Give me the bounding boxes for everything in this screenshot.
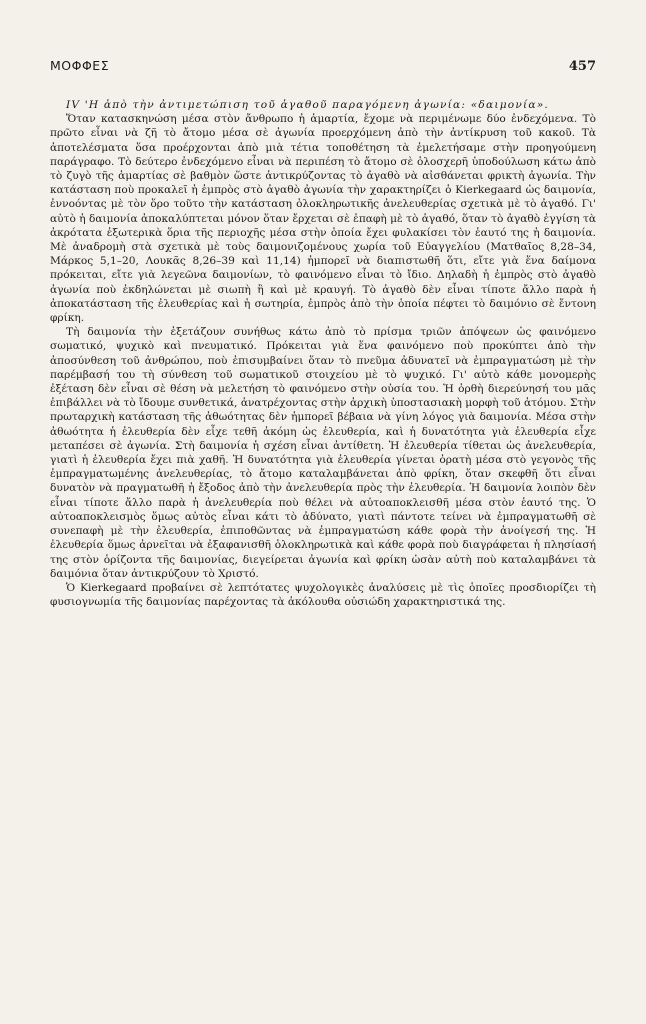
paragraph-3: Ὁ Kierkegaard προβαίνει σὲ λεπτότατες ψυχολογικὲς ἀναλύσεις μὲ τὶς ὁποῖες προσδιορίζει τὴ φυσιογνωμία τῆς δαιμονίας παρέχοντας τὰ ἀκόλουθα οὐσιώδη χαρακτηριστικά της. [50,581,596,609]
page-number: 457 [568,59,596,74]
running-title: ΜΟΦΦΕΣ [50,58,110,73]
section-heading: IV 'Η ἀπὸ τὴν ἀντιμετώπιση τοῦ ἀγαθοῦ παραγόμενη ἀγωνία: «δαιμονία». [66,99,549,111]
paragraph-2: Τὴ δαιμονία τὴν ἐξετάζουν συνήθως κάτω ἀπὸ τὸ πρίσμα τριῶν ἀπόψεων ὡς φαινόμενο σωματικό, ψυχικὸ καὶ πνευματικό. Πρόκειται γιὰ ἕνα φαινόμενο ποὺ προκύπτει ἀπὸ τὴν ἀποσύνθεση τοῦ ἀνθρώπου, ποὺ ἐπισυμβαίνει ὅταν τὸ πνεῦμα ἀδυνατεῖ νὰ ἐμπραγματώση μὲ τὴν παρέμβασή του τὴ σύνθεση τοῦ σωματικοῦ στοιχείου μὲ τὸ ψυχικό. Γι' αὐτὸ κάθε μονομερὴς ἐξέταση δὲν εἶναι σὲ θέση νὰ μελετήση τὸ φαινόμενο στὴν οὐσία του. Ἡ ὀρθὴ διερεύνησή του μᾶς ἐπιβάλλει νὰ τὸ ἴδουμε συνθετικά, ἀνατρέχοντας στὴν ἀρχικὴ ὑποστασιακὴ μορφὴ τοῦ ἀτόμου. Στὴν πρωταρχικὴ κατάσταση τῆς ἀθωότητας δὲν ἠμπορεῖ βέβαια νὰ γίνη λόγος γιὰ δαιμονία. Μέσα στὴν ἀθωότητα ἡ ἐλευθερία δὲν εἶχε τεθῆ ἀκόμη ὡς ἐλευθερία, καὶ ἡ δυνατότητα γιὰ ἐλευθερία εἶχε μεταπέσει σὲ ἀγωνία. Στὴ δαιμονία ἡ σχέση εἶναι ἀντίθετη. Ἡ ἐλευθερία τίθεται ὡς ἀνελευθερία, γιατὶ ἡ ἐλευθερία ἔχει πιὰ χαθῆ. Ἡ δυνατότητα γιὰ ἐλευθερία γίνεται ὁρατὴ μέσα στὸ γεγονὸς τῆς ἐμπραγματωμένης ἀνελευθερίας, τὸ ἄτομο καταλαμβάνεται ἀπὸ φρίκη, ὅταν σκεφθῆ ὅτι εἶναι δυνατὸν νὰ πραγματωθῆ ἡ ἔξοδος ἀπὸ τὴν ἀνελευθερία πρὸς τὴν ἐλευθερία. Ἡ δαιμονία λοιπὸν δὲν εἶναι τίποτε ἄλλο παρὰ ἡ ἀνελευθερία ποὺ θέλει νὰ αὐτοαποκλεισθῆ μέσα στὸν ἑαυτό της. Ὁ αὐτοαποκλεισμὸς ὅμως αὐτὸς εἶναι κάτι τὸ ἀδύνατο, γιατὶ πάντοτε τείνει νὰ ἐμπραγματωθῆ σὲ συνεπαφὴ μὲ τὴν ἐλευθερία, ἐπιποθῶντας νὰ ἐμπραγματώση κάθε φορὰ τὴν ἀνοίγεσή της. Ἡ ἐλευθερία ὅμως ἀρνεῖται νὰ ἐξαφανισθῆ ὁλοκληρωτικὰ καὶ κάθε φορὰ ποὺ διαγράφεται ἡ πλησίασή της στὸν ὁρίζοντα τῆς δαιμονίας, διεγείρεται ἀγωνία καὶ φρίκη ὡσὰν αὐτὴ ποὺ καταλαμβάνει τὰ δαιμόνια ὅταν ἀντικρύζουν τὸ Χριστό. [50,326,596,580]
running-header [50,58,596,74]
paragraph-1: Ὅταν κατασκηνώση μέσα στὸν ἄνθρωπο ἡ ἁμαρτία, ἔχομε νὰ περιμένωμε δύο ἐνδεχόμενα. Τὸ πρῶτο εἶναι νὰ ζῆ τὸ ἄτομο μέσα σὲ ἀγωνία προερχόμενη ἀπὸ τὴν ἀντίκρυση τοῦ κακοῦ. Τὰ ἀποτελέσματα ὅσα προέρχονται ἀπὸ μιὰ τέτια τοποθέτηση τὰ ἐμελετήσαμε στὴν προηγούμενη παράγραφο. Τὸ δεύτερο ἐνδεχόμενο εἶναι νὰ περιπέση τὸ ἄτομο σὲ ὁλοσχερῆ ὑποδούλωση κάτω ἀπὸ τὸ ζυγὸ τῆς ἁμαρτίας σὲ βαθμὸν ὥστε ἀντικρύζοντας τὸ ἀγαθὸ νὰ αἰσθάνεται φρικτὴ ἀγωνία. Τὴν κατάσταση ποὺ προκαλεῖ ἡ ἐμπρὸς στὸ ἀγαθὸ ἀγωνία τὴν χαρακτηρίζει ὁ Kierkegaard ὡς δαιμονία, ἐννοόντας μὲ τὸν ὅρο τοῦτο τὴν κατάσταση ὁλοκληρωτικῆς ἀνελευθερίας σχετικὰ μὲ τὸ ἀγαθό. Γι' αὐτὸ ἡ δαιμονία ἀποκαλύπτεται μόνον ὅταν ἔρχεται σὲ ἐπαφὴ μὲ τὸ ἀγαθό, ὅταν τὸ ἀγαθὸ ἐγγίση τὰ ἀκρότατα ἐξωτερικὰ ὅρια τῆς περιοχῆς μέσα στὴν ὁποία ἔχει φυλακίσει τὸν ἑαυτό της ἡ δαιμονία. Μὲ ἀναδρομὴ στὰ σχετικὰ μὲ τοὺς δαιμονιζομένους χωρία τοῦ Εὐαγγελίου (Ματθαῖος 8,28–34, Μάρκος 5,1–20, Λουκᾶς 8,26–39 καὶ 11,14) ἠμπορεῖ νὰ διαπιστωθῆ ὅτι, εἴτε γιὰ ἕνα δαίμονα πρόκειται, εἴτε γιὰ λεγεῶνα δαιμονίων, τὸ φαινόμενο εἶναι τὸ ἴδιο. Δηλαδὴ ἡ ἐμπρὸς στὸ ἀγαθὸ ἀγωνία ποὺ ἐκδηλώνεται μὲ σιωπὴ ἢ καὶ μὲ κραυγή. Τὸ ἀγαθὸ δὲν εἶναι τίποτε ἄλλο παρὰ ἡ ἀποκατάσταση τῆς ἐλευθερίας καὶ ἡ σωτηρία, ἐμπρὸς ἀπὸ τὴν ὁποία πέφτει τὸ δαιμόνιο σὲ ἔντονη φρίκη. [50,113,596,325]
body-text [50,98,596,609]
